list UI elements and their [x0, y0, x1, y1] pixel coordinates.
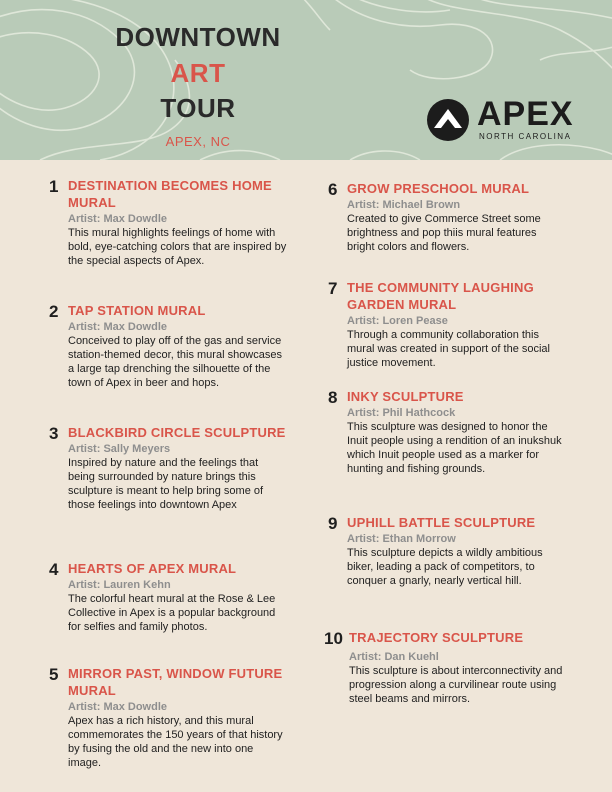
- item-number: 8: [328, 388, 338, 407]
- item-artist: Artist: Sally Meyers: [68, 443, 171, 455]
- item-description: Through a community collaboration this mural was created in support of the social justice movement.: [347, 329, 550, 369]
- item-number: 10: [324, 629, 343, 648]
- item-title: UPHILL BATTLE SCULPTURE: [347, 515, 536, 530]
- item-title: THE COMMUNITY LAUGHING GARDEN MURAL: [347, 280, 534, 312]
- item-number: 4: [49, 560, 59, 579]
- item-description: Created to give Commerce Street some brightness and pop thiis mural features bright colors and flowers.: [347, 213, 541, 253]
- item-artist: Artist: Michael Brown: [347, 199, 461, 211]
- item-number: 9: [328, 514, 338, 533]
- item-artist: Artist: Loren Pease: [347, 315, 448, 327]
- location-label: APEX, NC: [165, 134, 231, 149]
- item-title: TAP STATION MURAL: [68, 303, 206, 318]
- item-artist: Artist: Dan Kuehl: [349, 651, 439, 663]
- item-artist: Artist: Phil Hathcock: [347, 407, 456, 419]
- item-title: GROW PRESCHOOL MURAL: [347, 181, 530, 196]
- logo-subtitle: NORTH CAROLINA: [479, 132, 572, 141]
- item-title: INKY SCULPTURE: [347, 389, 464, 404]
- item-title: DESTINATION BECOMES HOME MURAL: [68, 178, 272, 210]
- item-title: BLACKBIRD CIRCLE SCULPTURE: [68, 425, 286, 440]
- item-description: The colorful heart mural at the Rose & Lee Collective in Apex is a popular background for selfies and family photos.: [68, 593, 276, 633]
- title-line-tour: TOUR: [160, 93, 236, 123]
- item-artist: Artist: Max Dowdle: [68, 321, 168, 333]
- item-number: 5: [49, 665, 59, 684]
- item-number: 6: [328, 180, 338, 199]
- item-title: MIRROR PAST, WINDOW FUTURE MURAL: [68, 666, 283, 698]
- item-description: Inspired by nature and the feelings that being surrounded by nature brings this sculpture is meant to help bring some of those feelings into downtown Apex: [68, 457, 264, 511]
- item-artist: Artist: Ethan Morrow: [347, 533, 456, 545]
- logo-wordmark: APEX: [477, 95, 574, 133]
- item-description: Apex has a rich history, and this mural commemorates the 150 years of that history by fusing the old and the new into one image.: [68, 715, 283, 769]
- item-description: Conceived to play off of the gas and service station-themed decor, this mural showcases a large tap drenching the silhouette of the town of Apex in beer and hops.: [68, 335, 282, 389]
- item-title: HEARTS OF APEX MURAL: [68, 561, 237, 576]
- apex-logo: [426, 95, 591, 142]
- item-description: This mural highlights feelings of home with bold, eye-catching colors that are inspired by the special aspects of Apex.: [68, 227, 287, 267]
- header-banner: [0, 0, 612, 160]
- item-artist: Artist: Max Dowdle: [68, 701, 168, 713]
- item-number: 1: [49, 177, 59, 196]
- item-number: 7: [328, 279, 338, 298]
- title-line-art: ART: [170, 58, 226, 88]
- item-number: 2: [49, 302, 59, 321]
- item-description: This sculpture was designed to honor the Inuit people using a rendition of an inukshuk which Inuit people used as a marker for hunting and fishing grounds.: [347, 421, 562, 475]
- item-description: This sculpture depicts a wildly ambitious biker, leading a pack of competitors, to conquer a gnarly, nearly vertical hill.: [347, 547, 543, 587]
- item-number: 3: [49, 424, 59, 443]
- mountain-badge-icon: [426, 98, 470, 142]
- item-artist: Artist: Lauren Kehn: [68, 579, 171, 591]
- item-artist: Artist: Max Dowdle: [68, 213, 168, 225]
- title-line-downtown: DOWNTOWN: [115, 22, 281, 52]
- item-title: TRAJECTORY SCULPTURE: [349, 630, 524, 645]
- item-description: This sculpture is about interconnectivity and progression along a curvilinear route using steel beams and mirrors.: [349, 665, 563, 705]
